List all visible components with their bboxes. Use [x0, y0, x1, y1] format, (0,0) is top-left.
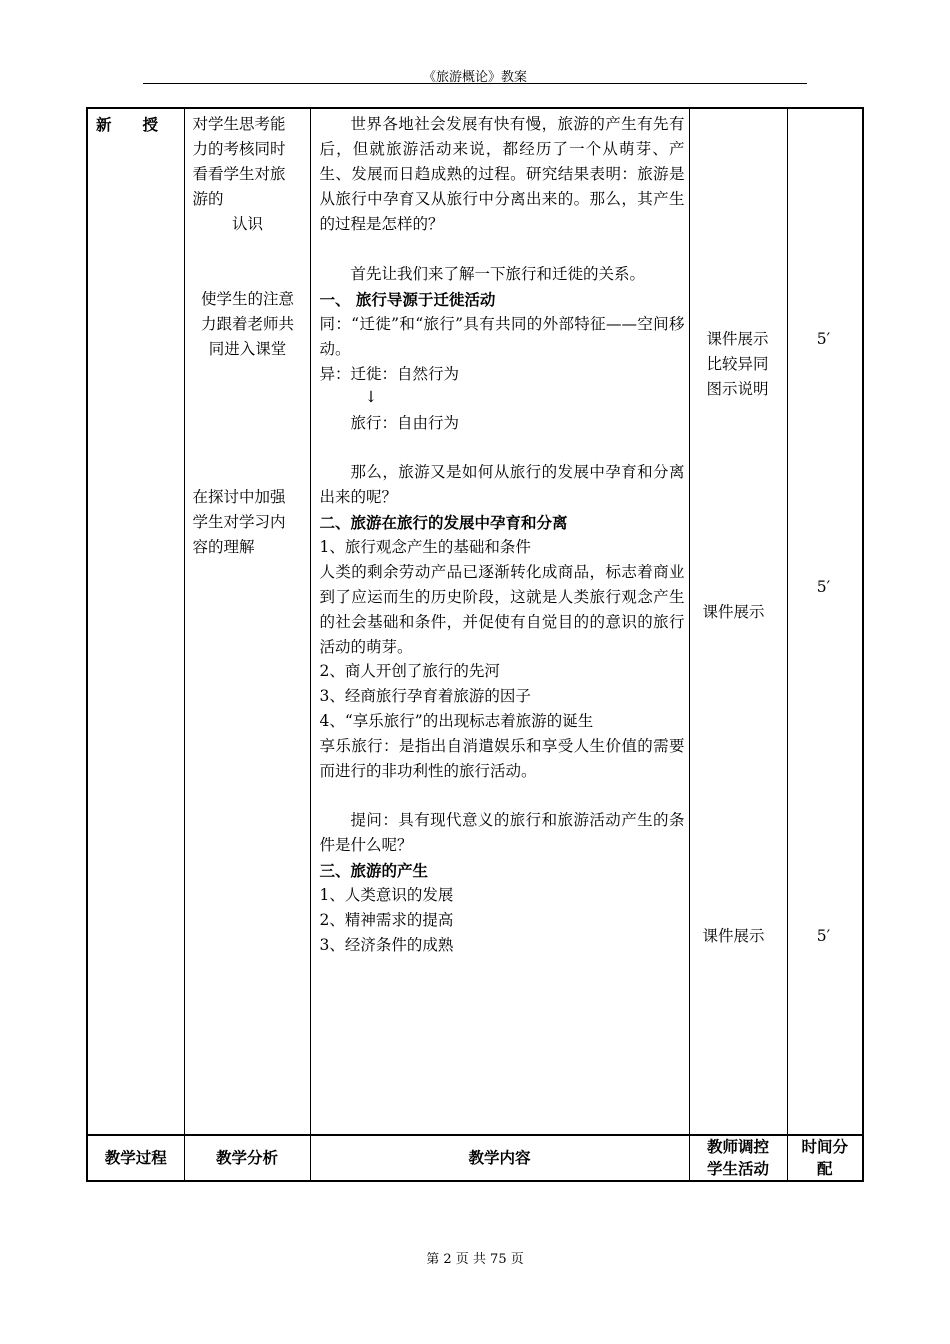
content-lead-1: 首先让我们来了解一下旅行和迁徙的关系。: [350, 265, 646, 283]
lesson-plan-table: [86, 107, 864, 1182]
table-body-row: [87, 108, 863, 1135]
list-item: 3、经商旅行孕育着旅游的因子: [319, 687, 531, 705]
list-item: 4、“享乐旅行”的出现标志着旅游的诞生: [319, 712, 594, 730]
process-label: 新 授: [96, 115, 159, 134]
content-travel: 旅行：自由行为: [350, 414, 460, 432]
table-header-row: [87, 1135, 863, 1181]
page-number-footer: 第 2 页 共 75 页: [426, 1252, 524, 1267]
control-block-1: [690, 327, 786, 402]
content-lead-2: 那么，旅游又是如何从旅行的发展中孕育和分离出来的呢？: [319, 463, 685, 506]
header-control: 教师调控 学生活动: [689, 1135, 787, 1181]
analysis-block-1: [193, 112, 303, 237]
list-item: 2、精神需求的提高: [319, 911, 454, 929]
analysis-line: 认识: [231, 215, 263, 233]
heading-3: 三、旅游的产生: [319, 861, 429, 880]
analysis-line: 同进入课堂: [208, 340, 287, 358]
analysis-line: 对学生思考能: [192, 115, 286, 133]
analysis-cell: [184, 108, 310, 1135]
analysis-line: 力的考核同时: [192, 140, 286, 158]
list-item: 2、商人开创了旅行的先河: [319, 662, 500, 680]
content-paragraph-1: 人类的剩余劳动产品已逐渐转化成商品，标志着商业到了应运而生的历史阶段，这就是人类旅行观念产生的社会基础和条件，并促使有自觉目的的意识的旅行活动的萌芽。: [319, 563, 685, 656]
list-item: 1、旅行观念产生的基础和条件: [319, 538, 531, 556]
analysis-line: 力跟着老师共: [200, 315, 294, 333]
header-analysis: 教学分析: [184, 1135, 310, 1181]
control-block-3: 课件展示: [702, 927, 765, 945]
down-arrow-icon: ↓: [364, 388, 378, 406]
time-value: 5′: [816, 927, 831, 945]
analysis-line: 在探讨中加强: [192, 488, 286, 506]
analysis-block-3: [193, 485, 303, 560]
content-intro: 世界各地社会发展有快有慢，旅游的产生有先有后，但就旅游活动来说，都经历了一个从萌芽、产生、发展而日趋成熟的过程。研究结果表明：旅游是从旅行中孕育又从旅行中分离出来的。那么，其产生的过程是怎样的？: [319, 115, 685, 233]
header-content: 教学内容: [310, 1135, 689, 1181]
control-cell: [689, 108, 787, 1135]
time-cell: [787, 108, 863, 1135]
control-line: 课件展示: [706, 330, 769, 348]
document-header-title: 《旅游概论》教案: [422, 70, 527, 85]
time-value: 5′: [816, 578, 831, 596]
heading-1: 一、 旅行导源于迁徙活动: [319, 290, 496, 309]
analysis-block-2: [193, 287, 303, 362]
content-cell: [310, 108, 689, 1135]
time-value: 5′: [816, 330, 831, 348]
analysis-line: 学生对学习内: [192, 513, 286, 531]
content-paragraph-2: 享乐旅行：是指出自消遣娱乐和享受人生价值的需要而进行的非功利性的旅行活动。: [319, 737, 685, 780]
control-line: 图示说明: [706, 380, 769, 398]
header-rule: [143, 83, 807, 84]
control-block-2: 课件展示: [702, 603, 765, 621]
heading-2: 二、旅游在旅行的发展中孕育和分离: [319, 513, 568, 532]
control-line: 比较异同: [706, 355, 769, 373]
content-question: 提问：具有现代意义的旅行和旅游活动产生的条件是什么呢？: [319, 811, 685, 854]
list-item: 1、人类意识的发展: [319, 886, 454, 904]
list-item: 3、经济条件的成熟: [319, 936, 454, 954]
analysis-line: 容的理解: [192, 538, 255, 556]
process-cell: [87, 108, 184, 1135]
content-same: 同：“迁徙”和“旅行”具有共同的外部特征——空间移动。: [319, 315, 685, 358]
analysis-line: 使学生的注意: [200, 290, 294, 308]
header-time: 时间分 配: [787, 1135, 863, 1181]
content-diff: 异：迁徙：自然行为: [319, 365, 460, 383]
analysis-line: 游的: [192, 190, 224, 208]
analysis-line: 看看学生对旅: [192, 165, 286, 183]
header-process: 教学过程: [87, 1135, 184, 1181]
